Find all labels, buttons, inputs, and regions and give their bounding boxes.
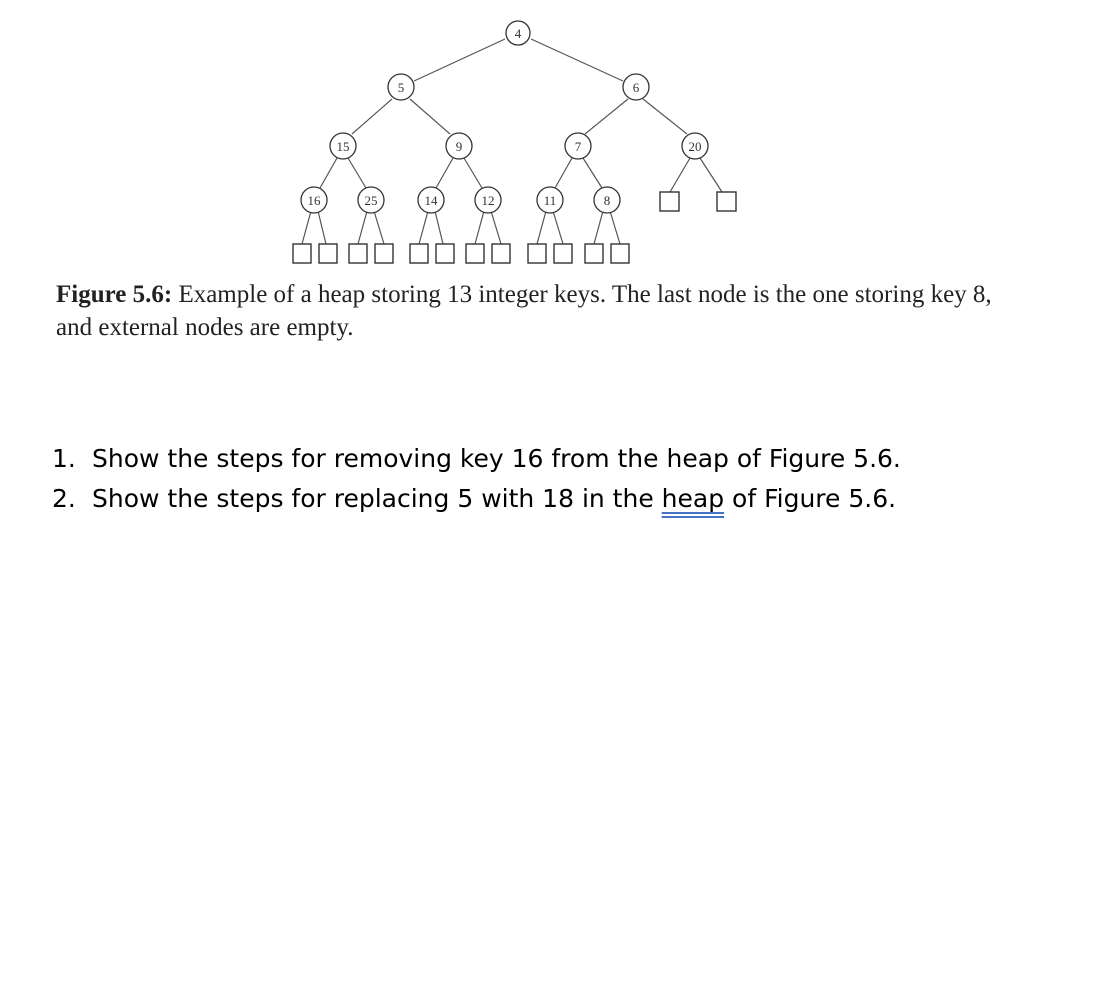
edge [302,211,311,244]
external-node [717,192,736,211]
caption-text: Example of a heap storing 13 integer keys. The last node is the one storing key 8, and external nodes are empty. [56,281,992,341]
flagged-word[interactable]: heap [661,484,725,513]
edge [610,211,620,244]
edge [643,99,687,134]
edge [419,211,428,244]
svg-text:9: 9 [455,139,463,154]
external-node [466,244,484,263]
question-text-end: of Figure 5.6. [724,484,897,513]
heap-node [565,133,591,159]
external-node [554,244,572,263]
external-node [349,244,367,263]
heap-node [475,187,501,213]
edge [594,211,603,244]
question-list [52,439,1052,519]
edge [537,211,546,244]
heap-node [594,187,620,213]
edge [374,211,384,244]
edge [318,211,326,244]
edge [414,39,505,81]
svg-text:4: 4 [514,26,522,41]
edge [583,158,602,188]
question-number: 1. [52,444,76,473]
edge [670,158,690,192]
external-node [660,192,679,211]
edge [435,211,443,244]
edge [436,158,453,188]
edge [464,158,482,188]
edge [585,99,628,134]
edge [352,99,392,134]
heap-node [682,133,708,159]
svg-text:25: 25 [364,193,378,208]
heap-node [537,187,563,213]
question-text: Show the steps for removing key 16 from the heap of Figure 5.6. [92,444,901,473]
external-node [375,244,393,263]
svg-text:16: 16 [307,193,321,208]
heap-node [446,133,472,159]
heap-node [330,133,356,159]
external-node [492,244,510,263]
edge [553,211,563,244]
external-node [585,244,603,263]
svg-text:20: 20 [688,139,702,154]
edge [531,39,623,81]
svg-text:6: 6 [632,80,640,95]
external-node [528,244,546,263]
edge [348,158,366,188]
question-item [52,439,1052,479]
external-node [410,244,428,263]
external-node [319,244,337,263]
edge [491,211,501,244]
edge [700,158,722,192]
figure-caption [56,278,996,344]
edge [410,99,450,134]
edge [475,211,484,244]
question-text [92,479,896,519]
question-number: 2. [52,484,76,513]
svg-text:5: 5 [397,80,405,95]
heap-node [358,187,384,213]
heap-node [623,74,649,100]
heap-node [418,187,444,213]
heap-node [388,74,414,100]
external-node [611,244,629,263]
svg-text:15: 15 [336,139,350,154]
svg-text:7: 7 [574,139,582,154]
edge [358,211,367,244]
external-node [293,244,311,263]
edge [555,158,572,188]
question-item [52,479,1052,519]
heap-figure [0,0,1096,280]
svg-text:8: 8 [603,193,611,208]
question-text-start: Show the steps for replacing 5 with 18 in the [92,484,662,513]
svg-text:12: 12 [481,193,495,208]
heap-node [301,187,327,213]
caption-label: Figure 5.6: [56,281,173,308]
svg-text:11: 11 [543,193,557,208]
heap-node [506,21,530,45]
edge [320,158,337,188]
svg-text:14: 14 [424,193,438,208]
external-node [436,244,454,263]
